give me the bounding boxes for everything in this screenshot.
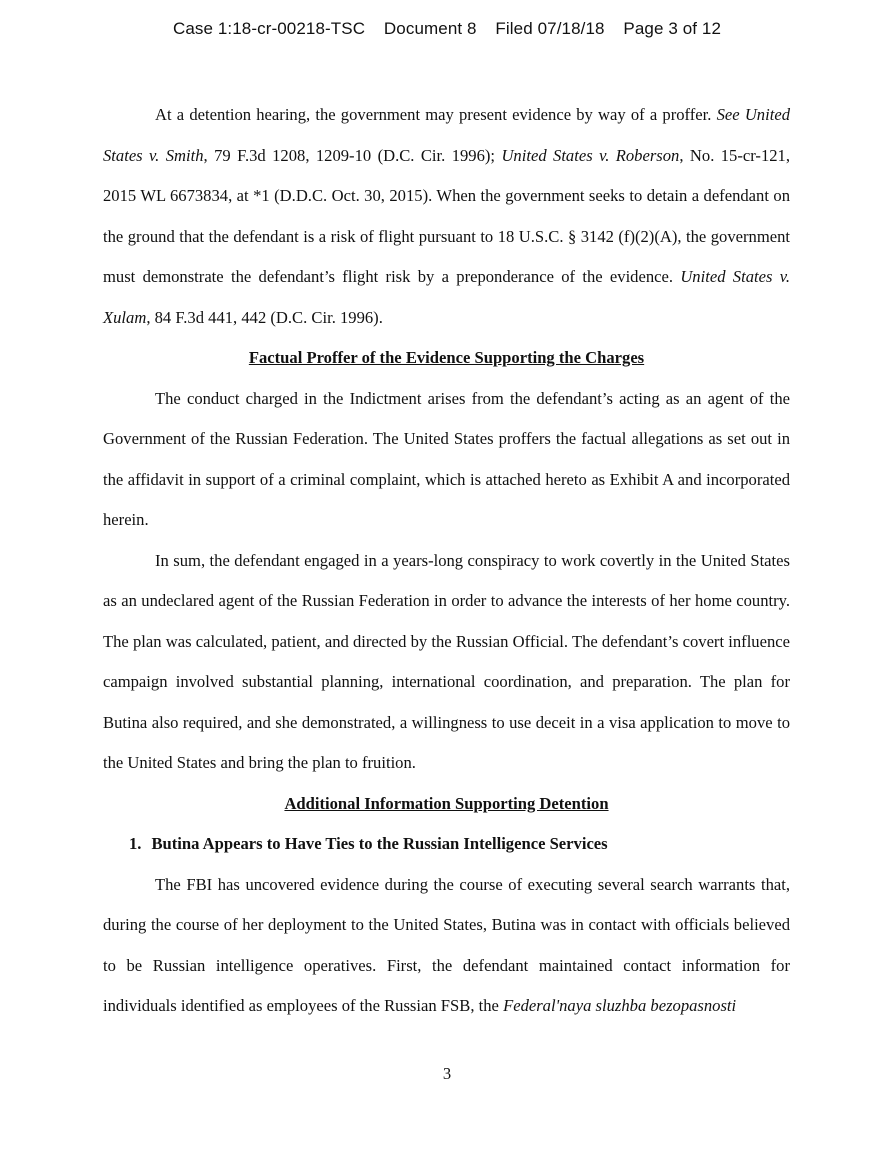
filed-date: Filed 07/18/18 [495,19,605,38]
section-heading-factual-proffer: Factual Proffer of the Evidence Supporting the Charges [248,348,645,367]
case-citation-roberson: United States v. Roberson [501,145,680,165]
case-citation-xulam: United States v. Xulam [103,267,790,327]
paragraph-in-sum: In sum, the defendant engaged in a years-long conspiracy to work covertly in the United States as an undeclared agent of the Russian Federation in order to advance the interests of her home country. The plan was calculated, patient, and directed by the Russian Official. The defendant’s covert influence campaign involved substantial planning, international coordination, and preparation. The plan for Butina also required, and she demonstrated, a willingness to use deceit in a visa application to move to the United States and bring the plan to fruition. [103,550,790,772]
document-number: Document 8 [383,19,477,38]
subsection-heading-intelligence-ties [103,824,790,865]
paragraph-text: , 79 F.3d 1208, 1209-10 (D.C. Cir. 1996); [203,145,502,165]
paragraph-proffer-standard [103,95,790,338]
subsection-title: Butina Appears to Have Ties to the Russian Intelligence Services [151,834,608,853]
fsb-russian-name: Federal'naya sluzhba bezopasnosti [503,996,737,1015]
paragraph-text: , No. 15-cr-121, 2015 WL 6673834, at *1 (D.D.C. Oct. 30, 2015). When the government seeks to detain a defendant on the ground that the defendant is a risk of flight pursuant to 18 U.S.C. § 3142 (f)(2)(A), the government must demonstrate the defendant’s flight risk by a preponderance of the evidence. [103,145,790,286]
case-number: Case 1:18-cr-00218-TSC [172,19,366,38]
page-number: 3 [442,1064,452,1083]
paragraph-text: At a detention hearing, the government may present evidence by way of a proffer. [155,105,717,124]
paragraph-text: The FBI has uncovered evidence during the course of executing several search warrants that, during the course of her deployment to the United States, Butina was in contact with officials believed to be Russian intelligence operatives. First, the defendant maintained contact information for individuals identified as employees of the Russian FSB, the [103,874,790,1015]
paragraph-text: , 84 F.3d 441, 442 (D.C. Cir. 1996). [146,307,383,327]
section-heading-additional-information: Additional Information Supporting Detention [284,793,609,813]
citation-signal: See [716,105,740,124]
paragraph-conduct-charged: The conduct charged in the Indictment arises from the defendant’s acting as an agent of the Government of the Russian Federation. The United States proffers the factual allegations as set out in the affidavit in support of a criminal complaint, which is attached hereto as Exhibit A and incorporated herein. [103,388,790,529]
page-indicator: Page 3 of 12 [623,19,722,38]
document-header [0,19,894,39]
paragraph-fbi-evidence [103,865,790,1027]
document-body [103,95,790,1027]
case-citation-smith: United States v. Smith [103,105,790,165]
subsection-number: 1. [129,834,142,853]
